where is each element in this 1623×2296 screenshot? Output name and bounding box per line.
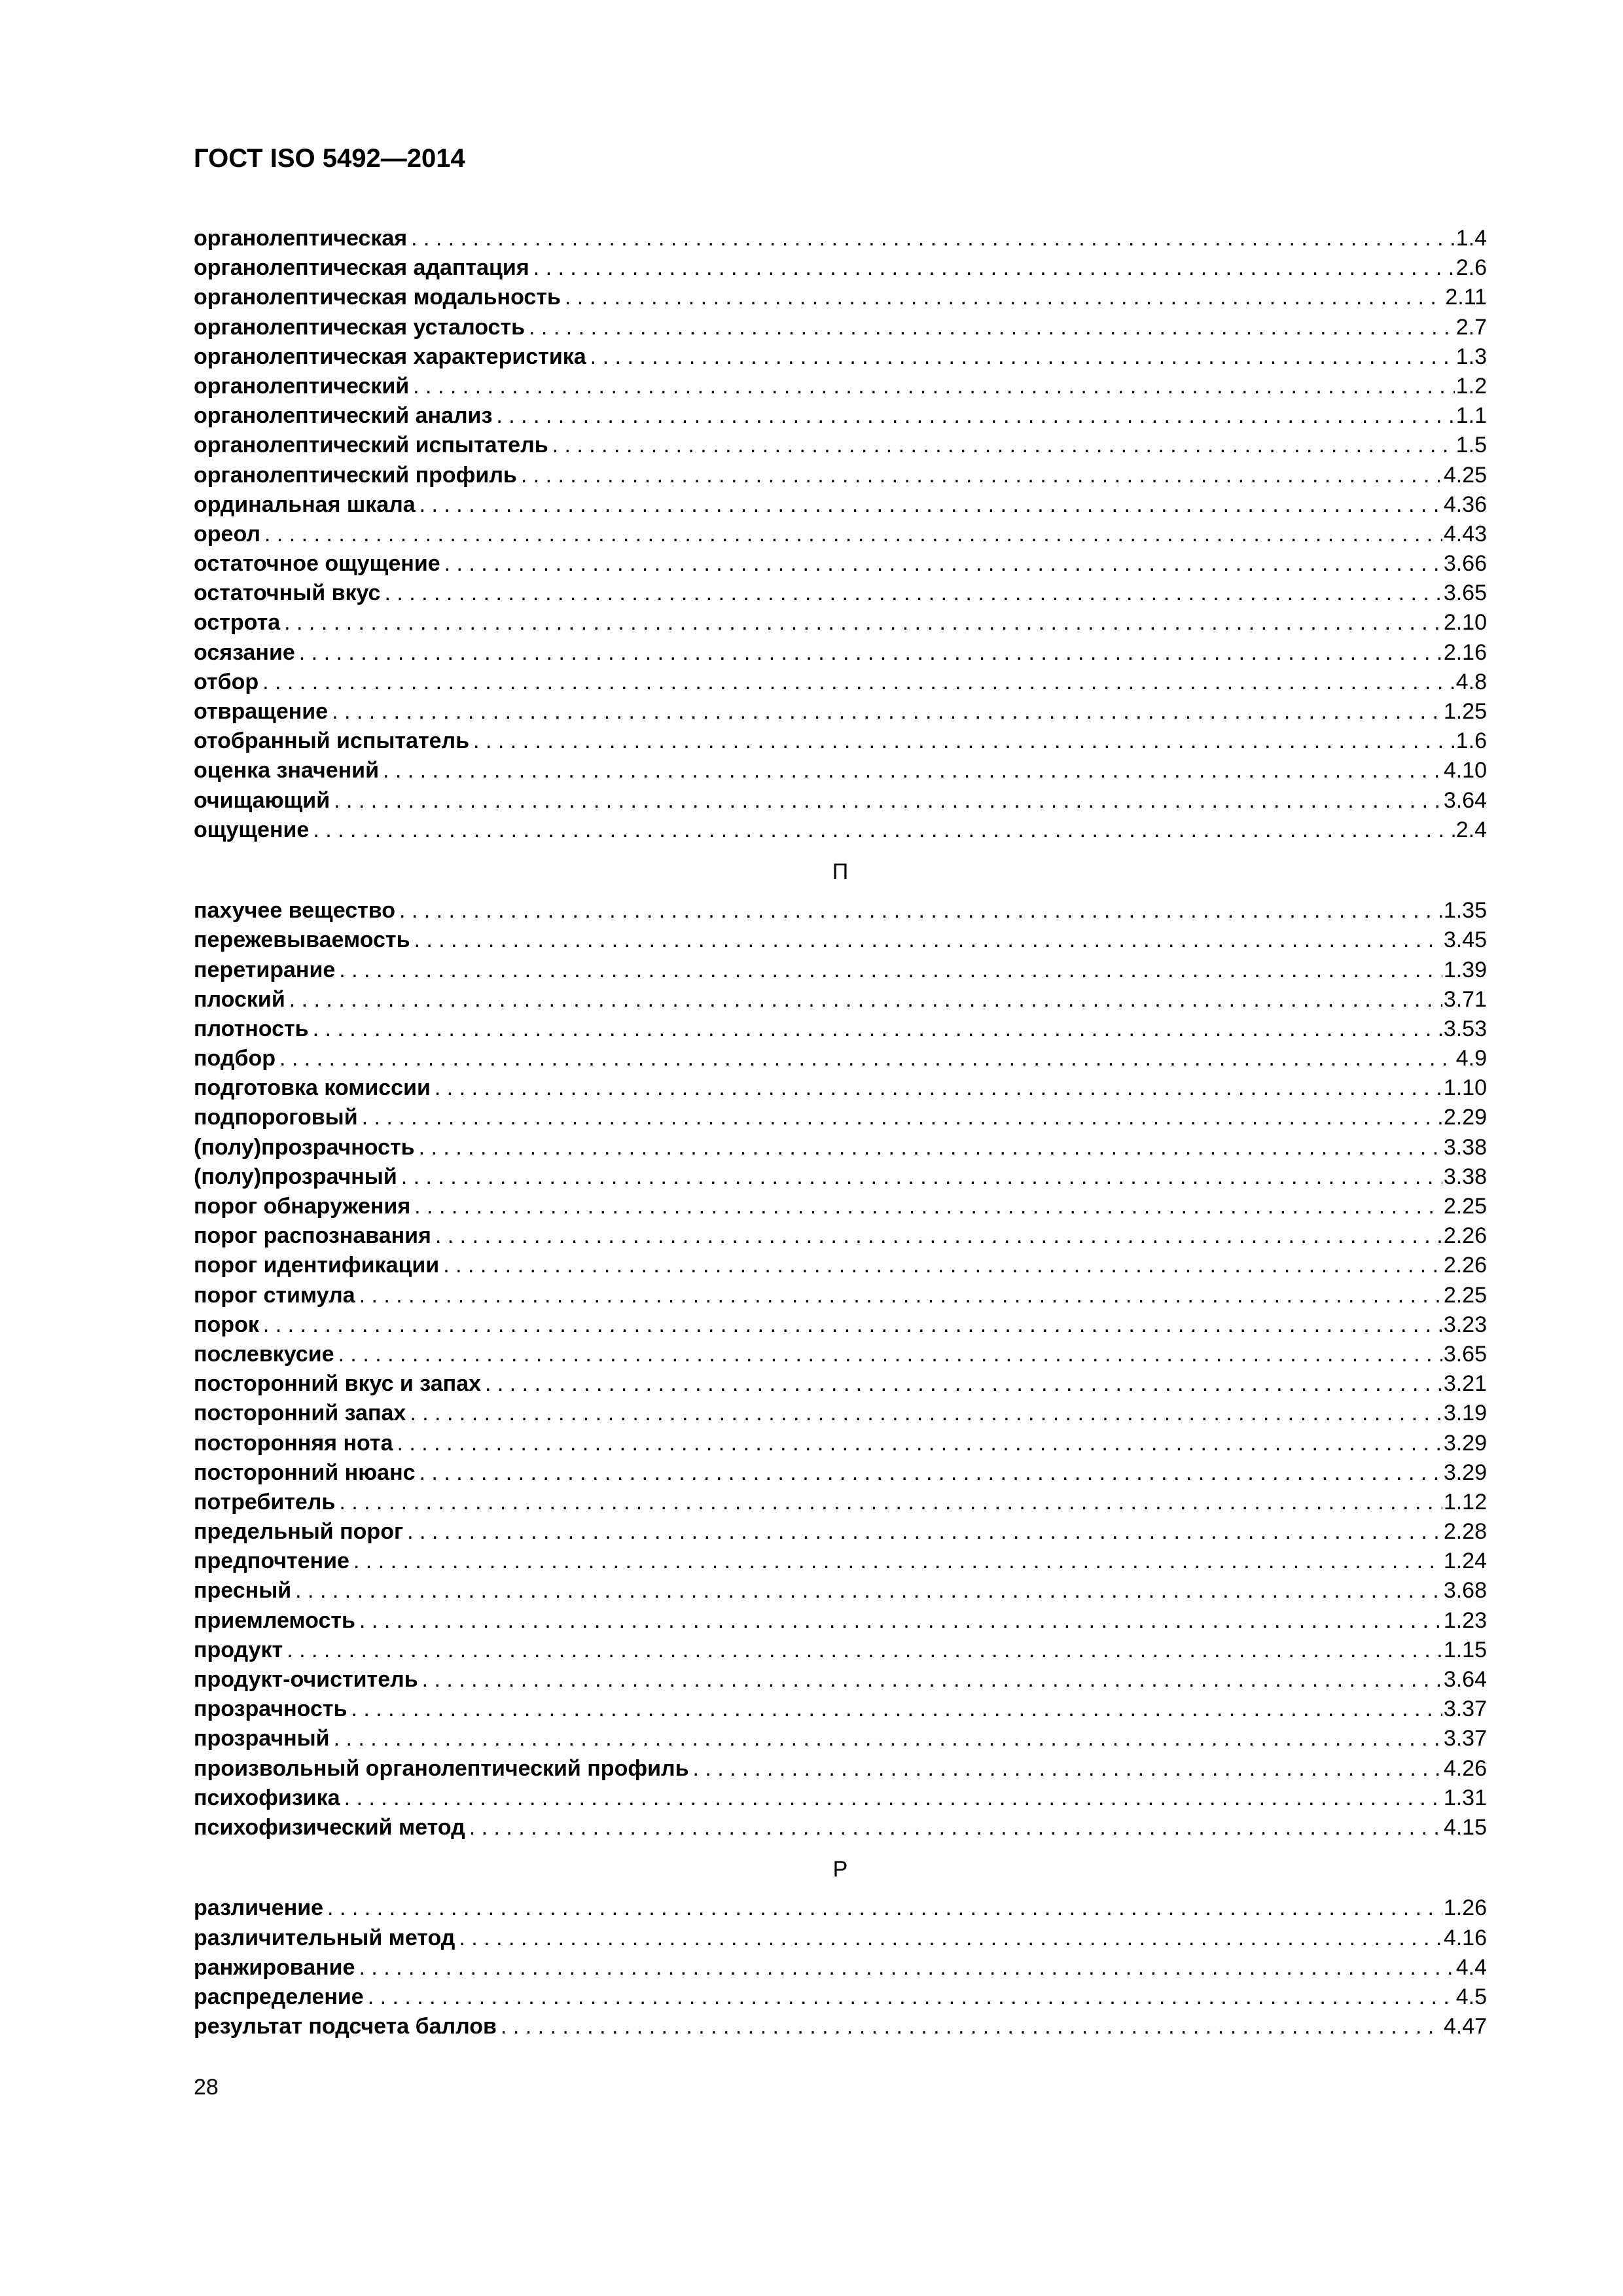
dot-leader (339, 1488, 1442, 1517)
dot-leader (533, 253, 1455, 283)
dot-leader (552, 431, 1455, 460)
index-term: посторонний вкус и запах (194, 1371, 481, 1397)
index-entry (194, 1044, 1487, 1073)
index-reference: 2.4 (1455, 817, 1487, 842)
index-term: подбор (194, 1046, 276, 1071)
index-entry (194, 1893, 1487, 1923)
index-reference: 2.16 (1443, 639, 1487, 665)
index-term: плотность (194, 1016, 309, 1041)
index-term: посторонний запах (194, 1401, 406, 1426)
index-reference: 3.38 (1443, 1134, 1487, 1160)
index-term: плоский (194, 986, 285, 1012)
dot-leader (590, 342, 1455, 372)
index-reference: 4.25 (1443, 462, 1487, 488)
index-term: посторонняя нота (194, 1430, 393, 1456)
dot-leader (692, 1754, 1442, 1784)
index-entry (194, 985, 1487, 1014)
index-term: потребитель (194, 1489, 336, 1515)
index-reference: 1.26 (1443, 1895, 1487, 1921)
dot-leader (444, 549, 1442, 579)
dot-leader (264, 520, 1442, 549)
index-term: послевкусие (194, 1341, 334, 1367)
index-entry (194, 1281, 1487, 1310)
dot-leader (419, 490, 1442, 520)
section-letter: П (832, 859, 849, 884)
index-term: органолептическая (194, 226, 408, 251)
dot-leader (384, 579, 1442, 608)
index-reference: 4.9 (1455, 1046, 1487, 1071)
index-entry (194, 1547, 1487, 1576)
index-term: ореол (194, 521, 260, 547)
index-entry (194, 549, 1487, 579)
index-entry (194, 490, 1487, 520)
index-entry (194, 1399, 1487, 1428)
index-term: ощущение (194, 817, 310, 842)
index-term: продукт (194, 1637, 283, 1662)
index-entry (194, 1369, 1487, 1399)
index-entry (194, 786, 1487, 816)
dot-leader (284, 608, 1442, 637)
index-term: психофизический метод (194, 1814, 465, 1840)
index-entry (194, 372, 1487, 401)
index-reference: 4.8 (1455, 669, 1487, 694)
index-reference: 1.15 (1443, 1637, 1487, 1662)
index-term: отбор (194, 669, 259, 694)
alphabetical-index (194, 224, 1487, 2041)
index-reference: 1.23 (1443, 1607, 1487, 1633)
index-entry (194, 1162, 1487, 1192)
section-entries (194, 896, 1487, 1842)
dot-leader (295, 1576, 1442, 1605)
index-term: порог распознавания (194, 1223, 431, 1249)
dot-leader (313, 816, 1454, 845)
index-entry (194, 1636, 1487, 1665)
index-entry (194, 816, 1487, 845)
index-reference: 3.68 (1443, 1578, 1487, 1604)
index-section (194, 1842, 1487, 2041)
index-entry (194, 1014, 1487, 1044)
index-reference: 3.65 (1443, 1341, 1487, 1367)
index-reference: 1.6 (1455, 728, 1487, 754)
index-reference: 3.29 (1443, 1430, 1487, 1456)
index-entry (194, 1982, 1487, 2012)
index-reference: 1.25 (1443, 699, 1487, 724)
index-term: различительный метод (194, 1925, 455, 1950)
dot-leader (368, 1982, 1455, 2012)
index-reference: 3.19 (1443, 1401, 1487, 1426)
index-term: органолептический испытатель (194, 433, 548, 458)
index-entry (194, 579, 1487, 608)
index-entry (194, 313, 1487, 342)
dot-leader (313, 1014, 1442, 1044)
document-header: ГОСТ ISO 5492—2014 (194, 144, 465, 173)
index-entry (194, 1488, 1487, 1517)
index-reference: 4.47 (1443, 2014, 1487, 2039)
dot-leader (359, 1606, 1442, 1636)
index-term: остаточный вкус (194, 581, 381, 606)
dot-leader (435, 1221, 1442, 1251)
index-reference: 2.26 (1443, 1223, 1487, 1249)
index-reference: 2.11 (1445, 285, 1487, 310)
dot-leader (443, 1251, 1442, 1280)
index-reference: 3.66 (1443, 551, 1487, 577)
index-entry (194, 608, 1487, 637)
index-reference: 2.10 (1443, 610, 1487, 636)
index-term: результат подсчета баллов (194, 2014, 497, 2039)
dot-leader (410, 1399, 1442, 1428)
index-term: органолептический анализ (194, 403, 493, 429)
index-entry (194, 461, 1487, 490)
index-term: органолептический профиль (194, 462, 517, 488)
index-term: отвращение (194, 699, 329, 724)
index-entry (194, 697, 1487, 726)
dot-leader (359, 1953, 1454, 1982)
index-entry (194, 2012, 1487, 2041)
dot-leader (263, 1310, 1442, 1340)
index-reference: 1.3 (1455, 344, 1487, 369)
index-entry (194, 1133, 1487, 1162)
dot-leader (338, 1340, 1442, 1369)
index-term: органолептическая характеристика (194, 344, 586, 369)
index-reference: 3.65 (1443, 581, 1487, 606)
dot-leader (496, 401, 1454, 431)
index-entry (194, 342, 1487, 372)
index-reference: 4.10 (1443, 758, 1487, 783)
index-reference: 1.31 (1443, 1785, 1487, 1810)
dot-leader (339, 956, 1442, 985)
index-reference: 4.16 (1443, 1925, 1487, 1950)
index-entry (194, 726, 1487, 756)
index-entry (194, 1458, 1487, 1488)
index-section (194, 845, 1487, 1842)
index-reference: 1.35 (1443, 898, 1487, 924)
index-reference: 1.2 (1455, 373, 1487, 399)
dot-leader (435, 1073, 1442, 1103)
index-entry (194, 1340, 1487, 1369)
dot-leader (521, 461, 1442, 490)
index-term: различение (194, 1895, 324, 1921)
index-reference: 4.5 (1455, 1984, 1487, 2009)
section-entries (194, 224, 1487, 845)
dot-leader (287, 1636, 1442, 1665)
dot-leader (422, 1665, 1442, 1695)
index-reference: 1.39 (1443, 957, 1487, 982)
index-reference: 2.28 (1443, 1519, 1487, 1545)
dot-leader (383, 756, 1442, 785)
dot-leader (332, 697, 1442, 726)
index-reference: 4.4 (1455, 1954, 1487, 1980)
index-term: ранжирование (194, 1954, 355, 1980)
index-reference: 2.6 (1455, 255, 1487, 281)
section-entries (194, 1893, 1487, 2041)
index-entry (194, 431, 1487, 460)
index-reference: 1.12 (1443, 1489, 1487, 1515)
index-term: пресный (194, 1578, 292, 1604)
index-reference: 3.37 (1443, 1696, 1487, 1722)
dot-leader (289, 985, 1442, 1014)
index-reference: 1.4 (1455, 226, 1487, 251)
dot-leader (351, 1695, 1442, 1724)
index-entry (194, 1924, 1487, 1953)
index-term: пережевываемость (194, 927, 410, 953)
index-term: органолептическая модальность (194, 285, 561, 310)
dot-leader (327, 1893, 1442, 1923)
index-entry (194, 520, 1487, 549)
index-reference: 3.64 (1443, 1667, 1487, 1692)
dot-leader (299, 638, 1442, 668)
index-reference: 3.45 (1443, 927, 1487, 953)
index-term: перетирание (194, 957, 336, 982)
index-term: прозрачность (194, 1696, 348, 1722)
dot-leader (469, 1813, 1442, 1842)
index-reference: 3.37 (1443, 1726, 1487, 1751)
index-term: произвольный органолептический профиль (194, 1755, 689, 1781)
dot-leader (501, 2012, 1442, 2041)
index-entry (194, 1606, 1487, 1636)
index-reference: 4.15 (1443, 1814, 1487, 1840)
index-entry (194, 1724, 1487, 1753)
index-reference: 3.71 (1443, 986, 1487, 1012)
index-term: порог идентификации (194, 1253, 440, 1278)
dot-leader (407, 1517, 1442, 1547)
index-term: острота (194, 610, 281, 636)
index-reference: 3.21 (1443, 1371, 1487, 1397)
index-entry (194, 1251, 1487, 1280)
dot-leader (413, 372, 1455, 401)
index-section (194, 224, 1487, 845)
index-reference: 2.29 (1443, 1105, 1487, 1130)
index-entry (194, 896, 1487, 925)
index-term: органолептический (194, 373, 410, 399)
dot-leader (399, 896, 1442, 925)
index-reference: 3.64 (1443, 787, 1487, 813)
index-reference: 1.24 (1443, 1549, 1487, 1574)
index-term: распределение (194, 1984, 364, 2009)
index-entry (194, 1073, 1487, 1103)
index-term: психофизика (194, 1785, 340, 1810)
index-term: продукт-очиститель (194, 1667, 418, 1692)
index-entry (194, 1754, 1487, 1784)
index-term: подготовка комиссии (194, 1075, 431, 1101)
index-entry (194, 956, 1487, 985)
index-reference: 4.36 (1443, 492, 1487, 517)
dot-leader (344, 1784, 1442, 1813)
index-term: отобранный испытатель (194, 728, 470, 754)
dot-leader (459, 1924, 1442, 1953)
dot-leader (279, 1044, 1455, 1073)
index-term: (полу)прозрачность (194, 1134, 415, 1160)
page-number: 28 (194, 2075, 219, 2100)
section-letter: Р (832, 1857, 848, 1882)
index-reference: 2.25 (1443, 1194, 1487, 1219)
index-term: органолептическая адаптация (194, 255, 529, 281)
dot-leader (353, 1547, 1442, 1576)
index-term: очищающий (194, 787, 330, 813)
index-entry (194, 1784, 1487, 1813)
dot-leader (334, 1724, 1442, 1753)
index-reference: 1.1 (1455, 403, 1487, 429)
index-entry (194, 756, 1487, 785)
dot-leader (359, 1281, 1442, 1310)
index-entry (194, 253, 1487, 283)
index-entry (194, 1310, 1487, 1340)
index-entry (194, 224, 1487, 253)
index-reference: 3.29 (1443, 1460, 1487, 1485)
index-reference: 1.5 (1455, 433, 1487, 458)
index-entry (194, 1429, 1487, 1458)
index-reference: 4.43 (1443, 521, 1487, 547)
dot-leader (334, 786, 1442, 816)
index-term: предельный порог (194, 1519, 404, 1545)
dot-leader (529, 313, 1455, 342)
index-term: предпочтение (194, 1549, 349, 1574)
index-term: оценка значений (194, 758, 379, 783)
index-term: ординальная шкала (194, 492, 416, 517)
index-term: пахучее вещество (194, 898, 395, 924)
index-reference: 3.53 (1443, 1016, 1487, 1041)
index-entry (194, 1695, 1487, 1724)
dot-leader (565, 283, 1444, 312)
dot-leader (411, 224, 1455, 253)
index-term: посторонний нюанс (194, 1460, 416, 1485)
index-entry (194, 283, 1487, 312)
dot-leader (414, 925, 1442, 955)
dot-leader (419, 1458, 1442, 1488)
index-term: прозрачный (194, 1726, 330, 1751)
index-reference: 2.26 (1443, 1253, 1487, 1278)
index-reference: 2.25 (1443, 1282, 1487, 1308)
index-entry (194, 1813, 1487, 1842)
index-entry (194, 1953, 1487, 1982)
dot-leader (362, 1103, 1442, 1132)
index-term: подпороговый (194, 1105, 358, 1130)
index-entry (194, 1576, 1487, 1605)
index-entry (194, 1192, 1487, 1221)
index-entry (194, 401, 1487, 431)
index-term: порог стимула (194, 1282, 355, 1308)
dot-leader (473, 726, 1455, 756)
index-term: остаточное ощущение (194, 551, 440, 577)
index-term: органолептическая усталость (194, 314, 525, 340)
index-entry (194, 1517, 1487, 1547)
dot-leader (262, 668, 1455, 697)
dot-leader (419, 1133, 1442, 1162)
dot-leader (397, 1429, 1442, 1458)
index-reference: 3.38 (1443, 1164, 1487, 1189)
index-term: приемлемость (194, 1607, 355, 1633)
dot-leader (485, 1369, 1442, 1399)
index-term: (полу)прозрачный (194, 1164, 397, 1189)
dot-leader (401, 1162, 1442, 1192)
index-entry (194, 925, 1487, 955)
index-reference: 1.10 (1443, 1075, 1487, 1101)
index-reference: 3.23 (1443, 1312, 1487, 1337)
index-entry (194, 1665, 1487, 1695)
index-entry (194, 1221, 1487, 1251)
index-entry (194, 638, 1487, 668)
dot-leader (414, 1192, 1442, 1221)
index-entry (194, 668, 1487, 697)
index-term: осязание (194, 639, 295, 665)
index-term: порог обнаружения (194, 1194, 411, 1219)
index-entry (194, 1103, 1487, 1132)
index-reference: 4.26 (1443, 1755, 1487, 1781)
index-term: порок (194, 1312, 259, 1337)
index-reference: 2.7 (1455, 314, 1487, 340)
